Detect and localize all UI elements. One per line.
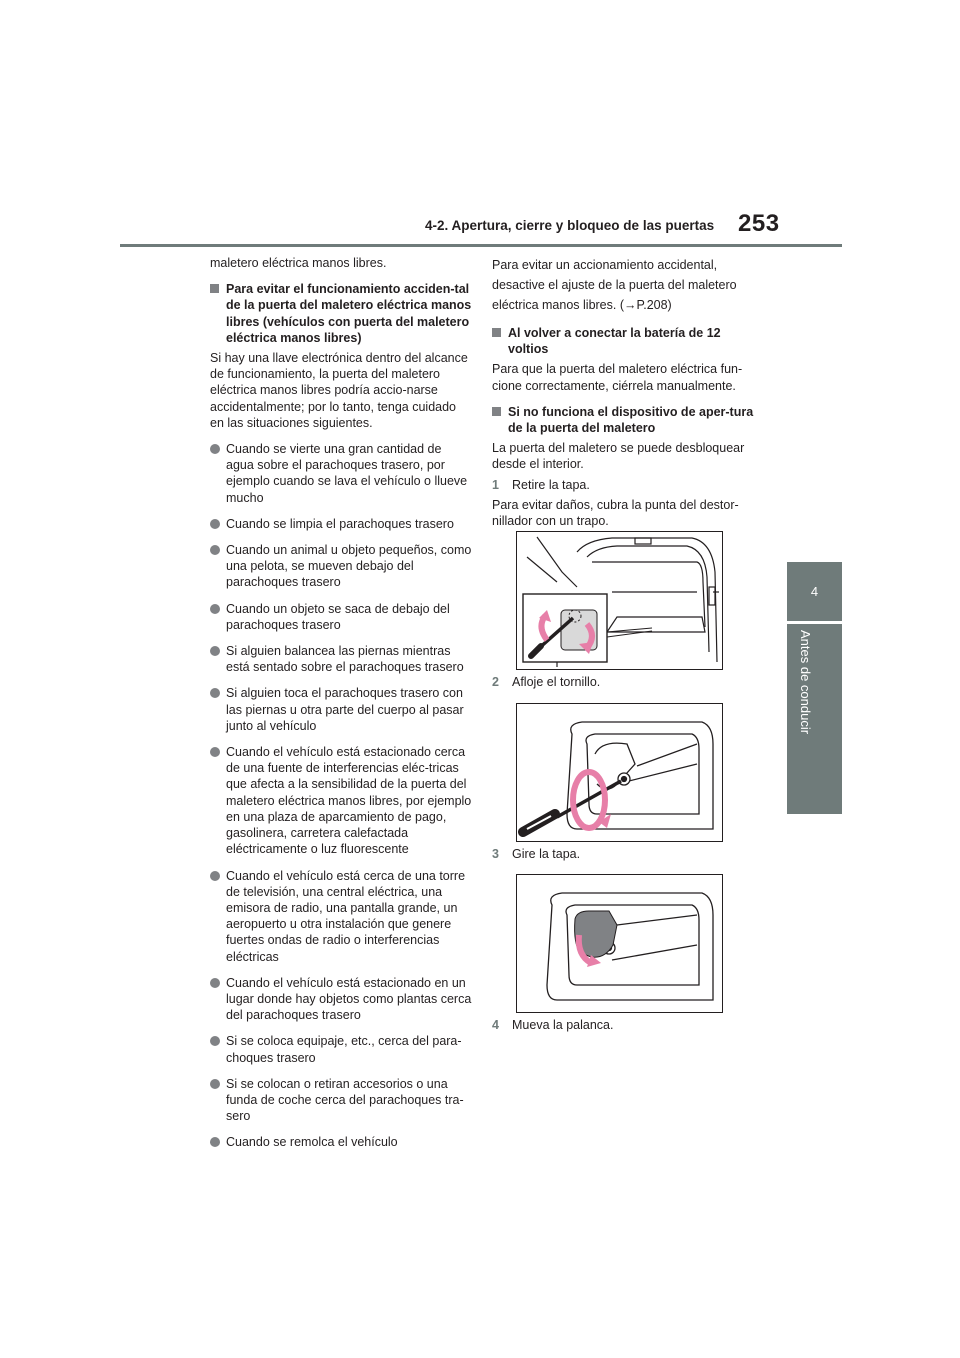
screw-illustration	[517, 704, 722, 841]
figure-turn-cover	[516, 874, 723, 1013]
body-paragraph: Para evitar un accionamiento accidental, desactive el ajuste de la puerta del maletero eléctrica manos libres. (→P.208)	[492, 258, 737, 312]
right-column	[492, 255, 754, 539]
step-text: Gire la tapa.	[512, 847, 581, 861]
list-item-text: Cuando un animal u objeto pequeños, como una pelota, se mueven debajo del parachoques trasero	[226, 543, 472, 590]
square-bullet-icon	[210, 284, 219, 293]
list-item	[210, 643, 472, 675]
circle-bullet-icon	[210, 871, 220, 881]
section-heading	[492, 325, 754, 357]
heading-text: Si no funciona el dispositivo de aper-tura de la puerta del maletero	[508, 404, 754, 436]
step-3	[492, 846, 580, 862]
heading-text: Al volver a conectar la batería de 12 voltios	[508, 326, 721, 357]
list-item	[210, 868, 472, 965]
step-note: Para evitar daños, cubra la punta del destor-nillador con un trapo.	[492, 497, 739, 529]
list-item-text: Si alguien balancea las piernas mientras está sentado sobre el parachoques trasero	[226, 644, 464, 675]
section-title: 4-2. Apertura, cierre y bloqueo de las puertas	[425, 218, 715, 233]
list-item-text: Si se coloca equipaje, etc., cerca del para-choques trasero	[226, 1034, 462, 1065]
list-item	[210, 975, 472, 1024]
chapter-title: Antes de conducir	[798, 630, 813, 735]
list-item-text: Cuando el vehículo está estacionado cerca de una fuente de interferencias eléc-tricas que afecta a la sensibilidad de la puerta del maletero eléctrica manos libres, por ejemplo en una plaza de aparcamiento de pago, gasolinera, carretera calefactada eléctricamente o luz fluorescente	[226, 745, 472, 857]
section-heading	[210, 281, 472, 346]
circle-bullet-icon	[210, 1079, 220, 1089]
list-item-text: Cuando un objeto se saca de debajo del parachoques trasero	[226, 601, 450, 632]
circle-bullet-icon	[210, 978, 220, 988]
step-text: Retire la tapa.	[512, 477, 590, 492]
list-item	[210, 1076, 472, 1125]
circle-bullet-icon	[210, 646, 220, 656]
step-4	[492, 1017, 613, 1033]
header-rule	[120, 244, 842, 247]
circle-bullet-icon	[210, 519, 220, 529]
step-text: Afloje el tornillo.	[512, 675, 601, 689]
list-item	[210, 441, 472, 506]
body-paragraph: Para que la puerta del maletero eléctrica fun-cione correctamente, ciérrela manualmente.	[492, 362, 743, 393]
list-item-text: Cuando se vierte una gran cantidad de agua sobre el parachoques trasero, por ejemplo cuando se lava el vehículo o llueve mucho	[226, 442, 468, 505]
figure-loosen-screw	[516, 703, 723, 842]
square-bullet-icon	[492, 328, 501, 337]
figure-remove-cover	[516, 531, 723, 670]
heading-text: Para evitar el funcionamiento acciden-tal de la puerta del maletero eléctrica manos libres (vehículos con puerta del maletero eléctrica manos libres)	[226, 282, 472, 345]
list-item	[210, 601, 472, 633]
step-1	[492, 477, 754, 493]
body-paragraph: La puerta del maletero se puede desbloquear desde el interior.	[492, 441, 745, 472]
step-text: Mueva la palanca.	[512, 1018, 614, 1032]
section-heading	[492, 404, 754, 436]
tailgate-illustration	[517, 532, 722, 669]
intro-text: maletero eléctrica manos libres.	[210, 256, 387, 270]
square-bullet-icon	[492, 407, 501, 416]
list-item	[210, 744, 472, 857]
list-item-text: Cuando el vehículo está cerca de una torre de televisión, una central eléctrica, una emisora de radio, una pantalla grande, un aeropuerto u otra instalación que genere fuertes ondas de radio o interferencias eléctricas	[226, 868, 466, 964]
list-item	[210, 1134, 472, 1150]
step-number: 1	[492, 477, 499, 492]
circle-bullet-icon	[210, 688, 220, 698]
left-column	[210, 255, 472, 1161]
list-item	[210, 516, 472, 532]
page-number: 253	[738, 210, 780, 237]
list-item-text: Si alguien toca el parachoques trasero con las piernas u otra parte del cuerpo al pasar junto al vehículo	[226, 686, 464, 733]
list-item	[210, 685, 472, 734]
step-number: 4	[492, 1018, 499, 1032]
list-item	[210, 1033, 472, 1065]
step-2	[492, 674, 600, 690]
circle-bullet-icon	[210, 1137, 220, 1147]
circle-bullet-icon	[210, 545, 220, 555]
step-number: 3	[492, 847, 499, 861]
list-item	[210, 542, 472, 591]
list-item-text: Cuando se remolca el vehículo	[226, 1135, 398, 1150]
body-paragraph: Si hay una llave electrónica dentro del alcance de funcionamiento, la puerta del maletero eléctrica manos libres podría accio-narse accidentalmente; por lo tanto, tenga cuidado en las situaciones siguientes.	[210, 351, 468, 430]
list-item-text: Si se colocan o retiran accesorios o una funda de coche cerca del parachoques tra-sero	[226, 1076, 464, 1124]
cover-inset	[523, 594, 652, 662]
circle-bullet-icon	[210, 747, 220, 757]
list-item-text: Cuando el vehículo está estacionado en un lugar donde hay objetos como plantas cerca del parachoques trasero	[226, 975, 472, 1023]
list-item-text: Cuando se limpia el parachoques trasero	[226, 516, 454, 531]
step-number: 2	[492, 675, 499, 689]
chapter-tab	[787, 562, 842, 621]
circle-bullet-icon	[210, 1036, 220, 1046]
circle-bullet-icon	[210, 604, 220, 614]
cover-illustration	[517, 875, 722, 1012]
circle-bullet-icon	[210, 444, 220, 454]
chapter-number: 4	[810, 584, 819, 599]
